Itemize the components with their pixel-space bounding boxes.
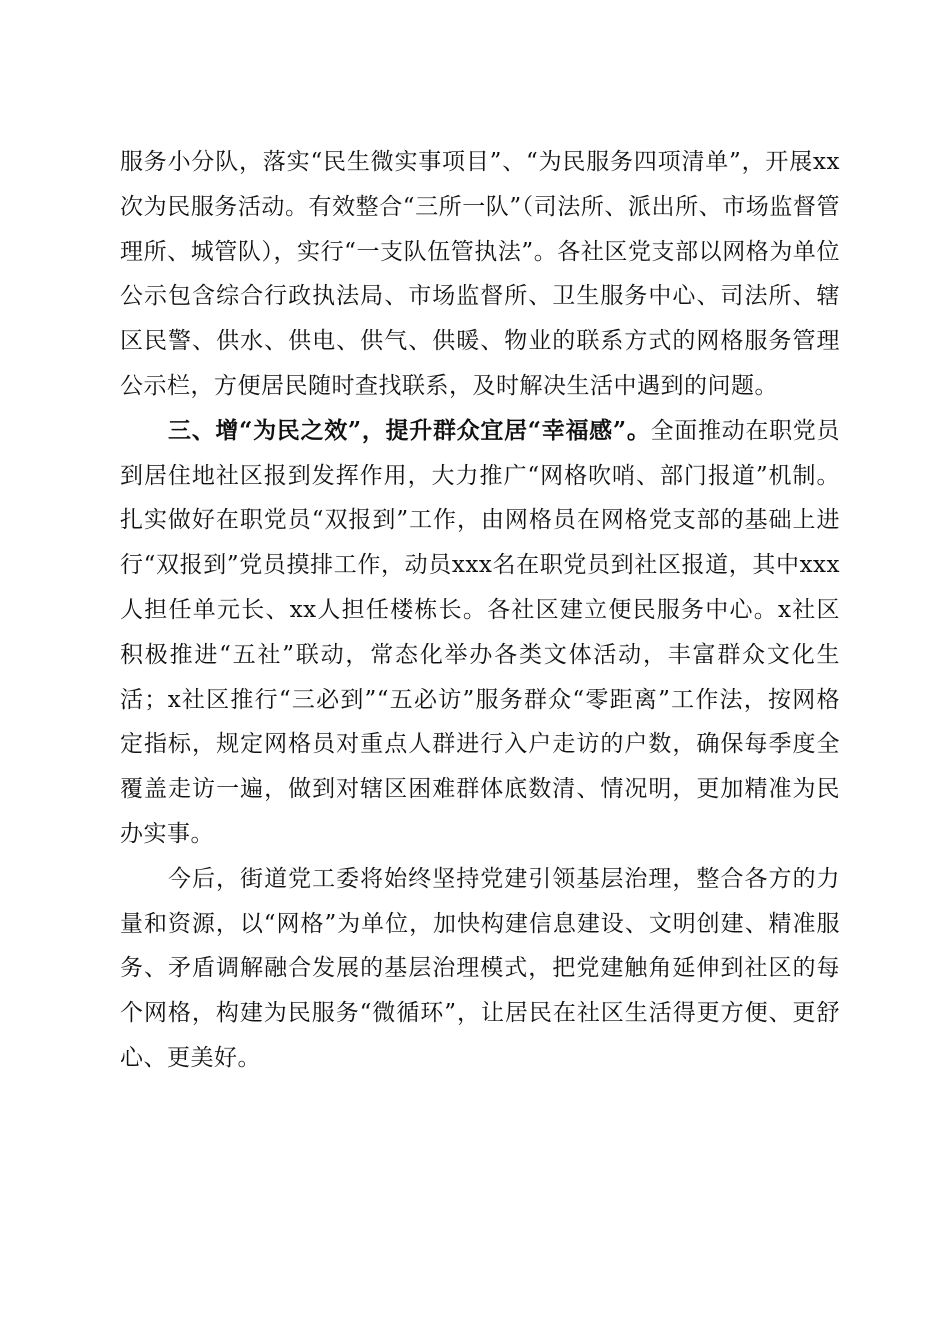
paragraph-continuation: 服务小分队，落实“民生微实事项目”、“为民服务四项清单”，开展xx次为民服务活动。有效整合“三所一队”（司法所、派出所、市场监督管理所、城管队），实行“一支队伍管执法”。各社区党支部以网格为单位公示包含综合行政执法局、市场监督所、卫生服务中心、司法所、辖区民警、供水、供电、供气、供暖、物业的联系方式的网格服务管理公示栏，方便居民随时查找联系，及时解决生活中遇到的问题。 <box>120 149 840 399</box>
document-body <box>120 140 840 1081</box>
section-three-heading: 三、增“为民之效”，提升群众宜居“幸福感”。 <box>168 416 651 444</box>
section-three-body: 全面推动在职党员到居住地社区报到发挥作用，大力推广“网格吹哨、部门报道”机制。扎实做好在职党员“双报到”工作，由网格员在网格党支部的基础上进行“双报到”党员摸排工作，动员xxx名在职党员到社区报道，其中xxx人担任单元长、xx人担任楼栋长。各社区建立便民服务中心。x社区积极推进“五社”联动，常态化举办各类文体活动，丰富群众文化生活；x社区推行“三必到”“五必访”服务群众“零距离”工作法，按网格定指标，规定网格员对重点人群进行入户走访的户数，确保每季度全覆盖走访一遍，做到对辖区困难群体底数清、情况明，更加精准为民办实事。 <box>120 417 840 847</box>
paragraph-conclusion: 今后，街道党工委将始终坚持党建引领基层治理，整合各方的力量和资源，以“网格”为单位，加快构建信息建设、文明创建、精准服务、矛盾调解融合发展的基层治理模式，把党建触角延伸到社区的每个网格，构建为民服务“微循环”，让居民在社区生活得更方便、更舒心、更美好。 <box>120 865 840 1071</box>
paragraph-section-three <box>120 409 840 857</box>
